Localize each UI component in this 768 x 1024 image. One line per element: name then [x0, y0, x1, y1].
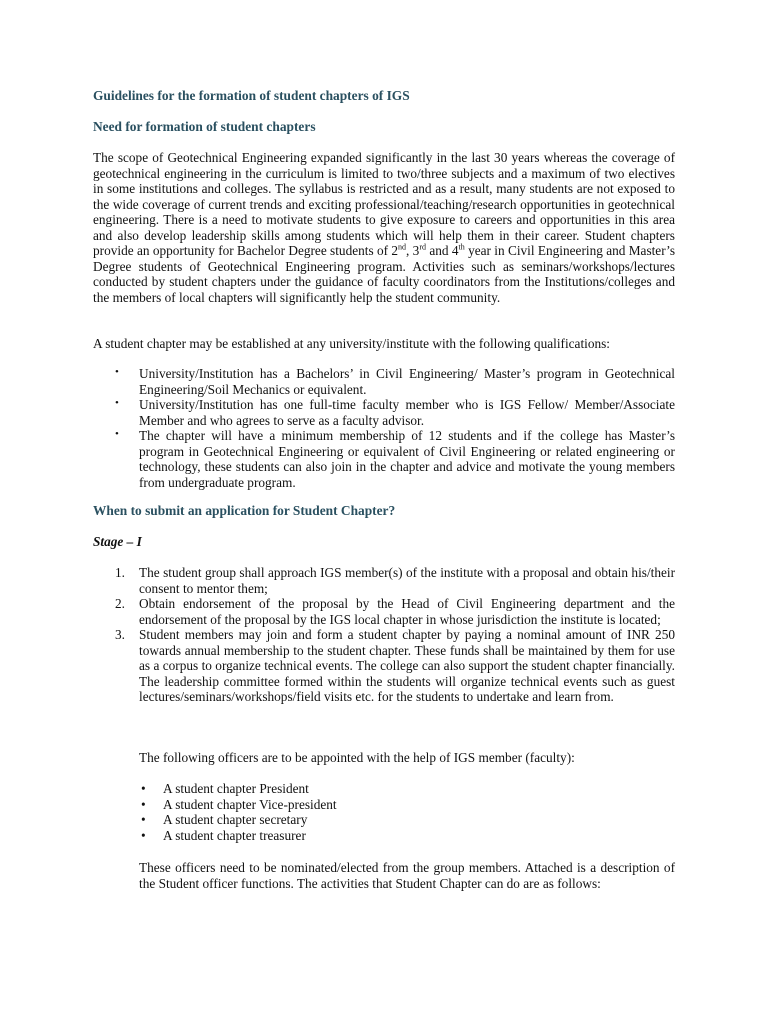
- bullet-icon: •: [115, 397, 119, 409]
- list-item: [93, 565, 675, 596]
- list-item: [139, 781, 675, 797]
- step-number: 2.: [115, 596, 125, 611]
- officers-list: [139, 781, 675, 843]
- need-heading: Need for formation of student chapters: [93, 119, 316, 134]
- intro-text-3: and 4: [426, 243, 459, 258]
- intro-sup-1: nd: [398, 242, 407, 252]
- intro-sup-3: th: [458, 242, 465, 252]
- step-text: Obtain endorsement of the proposal by the Head of Civil Engineering department and the endorsement of the proposal by the IGS local chapter in whose jurisdiction the institute is located;: [139, 596, 675, 627]
- intro-sup-2: rd: [419, 242, 427, 252]
- list-item: [139, 797, 675, 813]
- step-text: Student members may join and form a student chapter by paying a nominal amount of INR 250 towards annual membership to the student chapter. These funds shall be maintained by them for use as a corpus to organize technical events. The college can also support the student chapter financially. The leadership committee formed within the students will organize technical events such as guest lectures/seminars/workshops/field visits etc. for the students to undertake and learn from.: [139, 627, 675, 704]
- officer-text: A student chapter treasurer: [163, 827, 306, 843]
- qualification-text: University/Institution has one full-time faculty member who is IGS Fellow/ Member/Associate Member and who agrees to serve as a faculty advisor.: [139, 397, 675, 428]
- qualifications-list: [93, 366, 675, 490]
- bullet-icon: •: [115, 428, 119, 440]
- intro-text-1: The scope of Geotechnical Engineering expanded significantly in the last 30 years whereas the coverage of geotechnical engineering in the curriculum is limited to two/three subjects and a maximum of two electives in some institutions and colleges. The syllabus is restricted and as a result, many students are not exposed to the wide coverage of current trends and exciting professional/teaching/research opportunities in geotechnical engineering. There is a need to motivate students to give exposure to careers and opportunities in this area and also develop leadership skills among students which will help them in their career. Student chapters provide an opportunity for Bachelor Degree students of 2: [93, 150, 675, 258]
- officer-text: A student chapter President: [163, 781, 309, 796]
- document-title: Guidelines for the formation of student chapters of IGS: [93, 88, 410, 103]
- step-text: The student group shall approach IGS member(s) of the institute with a proposal and obtain his/their consent to mentor them;: [139, 565, 675, 596]
- list-item: [93, 596, 675, 627]
- steps-list: [93, 565, 675, 705]
- bullet-icon: •: [141, 781, 146, 796]
- list-item: [93, 627, 675, 705]
- when-heading: When to submit an application for Student Chapter?: [93, 503, 396, 518]
- intro-text-2: , 3: [406, 243, 420, 258]
- list-item: [93, 428, 675, 490]
- bullet-icon: •: [141, 812, 146, 827]
- officer-text: A student chapter Vice-president: [163, 796, 337, 812]
- list-item: [93, 366, 675, 397]
- qualifications-intro: A student chapter may be established at any university/institute with the following qualifications:: [93, 336, 610, 351]
- step-number: 3.: [115, 627, 125, 642]
- list-item: [93, 397, 675, 428]
- list-item: [139, 828, 675, 844]
- officers-intro: The following officers are to be appointed with the help of IGS member (faculty):: [139, 750, 575, 765]
- bullet-icon: •: [115, 366, 119, 378]
- closing-paragraph: These officers need to be nominated/elected from the group members. Attached is a description of the Student officer functions. The activities that Student Chapter can do are as follows:: [139, 860, 675, 891]
- bullet-icon: •: [141, 827, 146, 843]
- step-number: 1.: [115, 565, 125, 580]
- list-item: [139, 812, 675, 828]
- officer-text: A student chapter secretary: [163, 812, 308, 827]
- bullet-icon: •: [141, 796, 146, 812]
- intro-paragraph: [93, 150, 675, 305]
- stage-label: Stage – I: [93, 534, 142, 549]
- intro-text-4: year in Civil Engineering and Master’s Degree students of Geotechnical Engineering program. Activities such as seminars/workshops/lectures conducted by student chapters under the guidance of faculty coordinators from the Institutions/colleges and the members of local chapters will significantly help the student community.: [93, 243, 675, 305]
- qualification-text: The chapter will have a minimum membership of 12 students and if the college has Master’s program in Geotechnical Engineering or equivalent of Civil Engineering or related engineering or technology, these students can also join in the chapter and advice and motivate the young members from undergraduate program.: [139, 428, 675, 490]
- qualification-text: University/Institution has a Bachelors’ in Civil Engineering/ Master’s program in Geotechnical Engineering/Soil Mechanics or equivalent.: [139, 366, 675, 397]
